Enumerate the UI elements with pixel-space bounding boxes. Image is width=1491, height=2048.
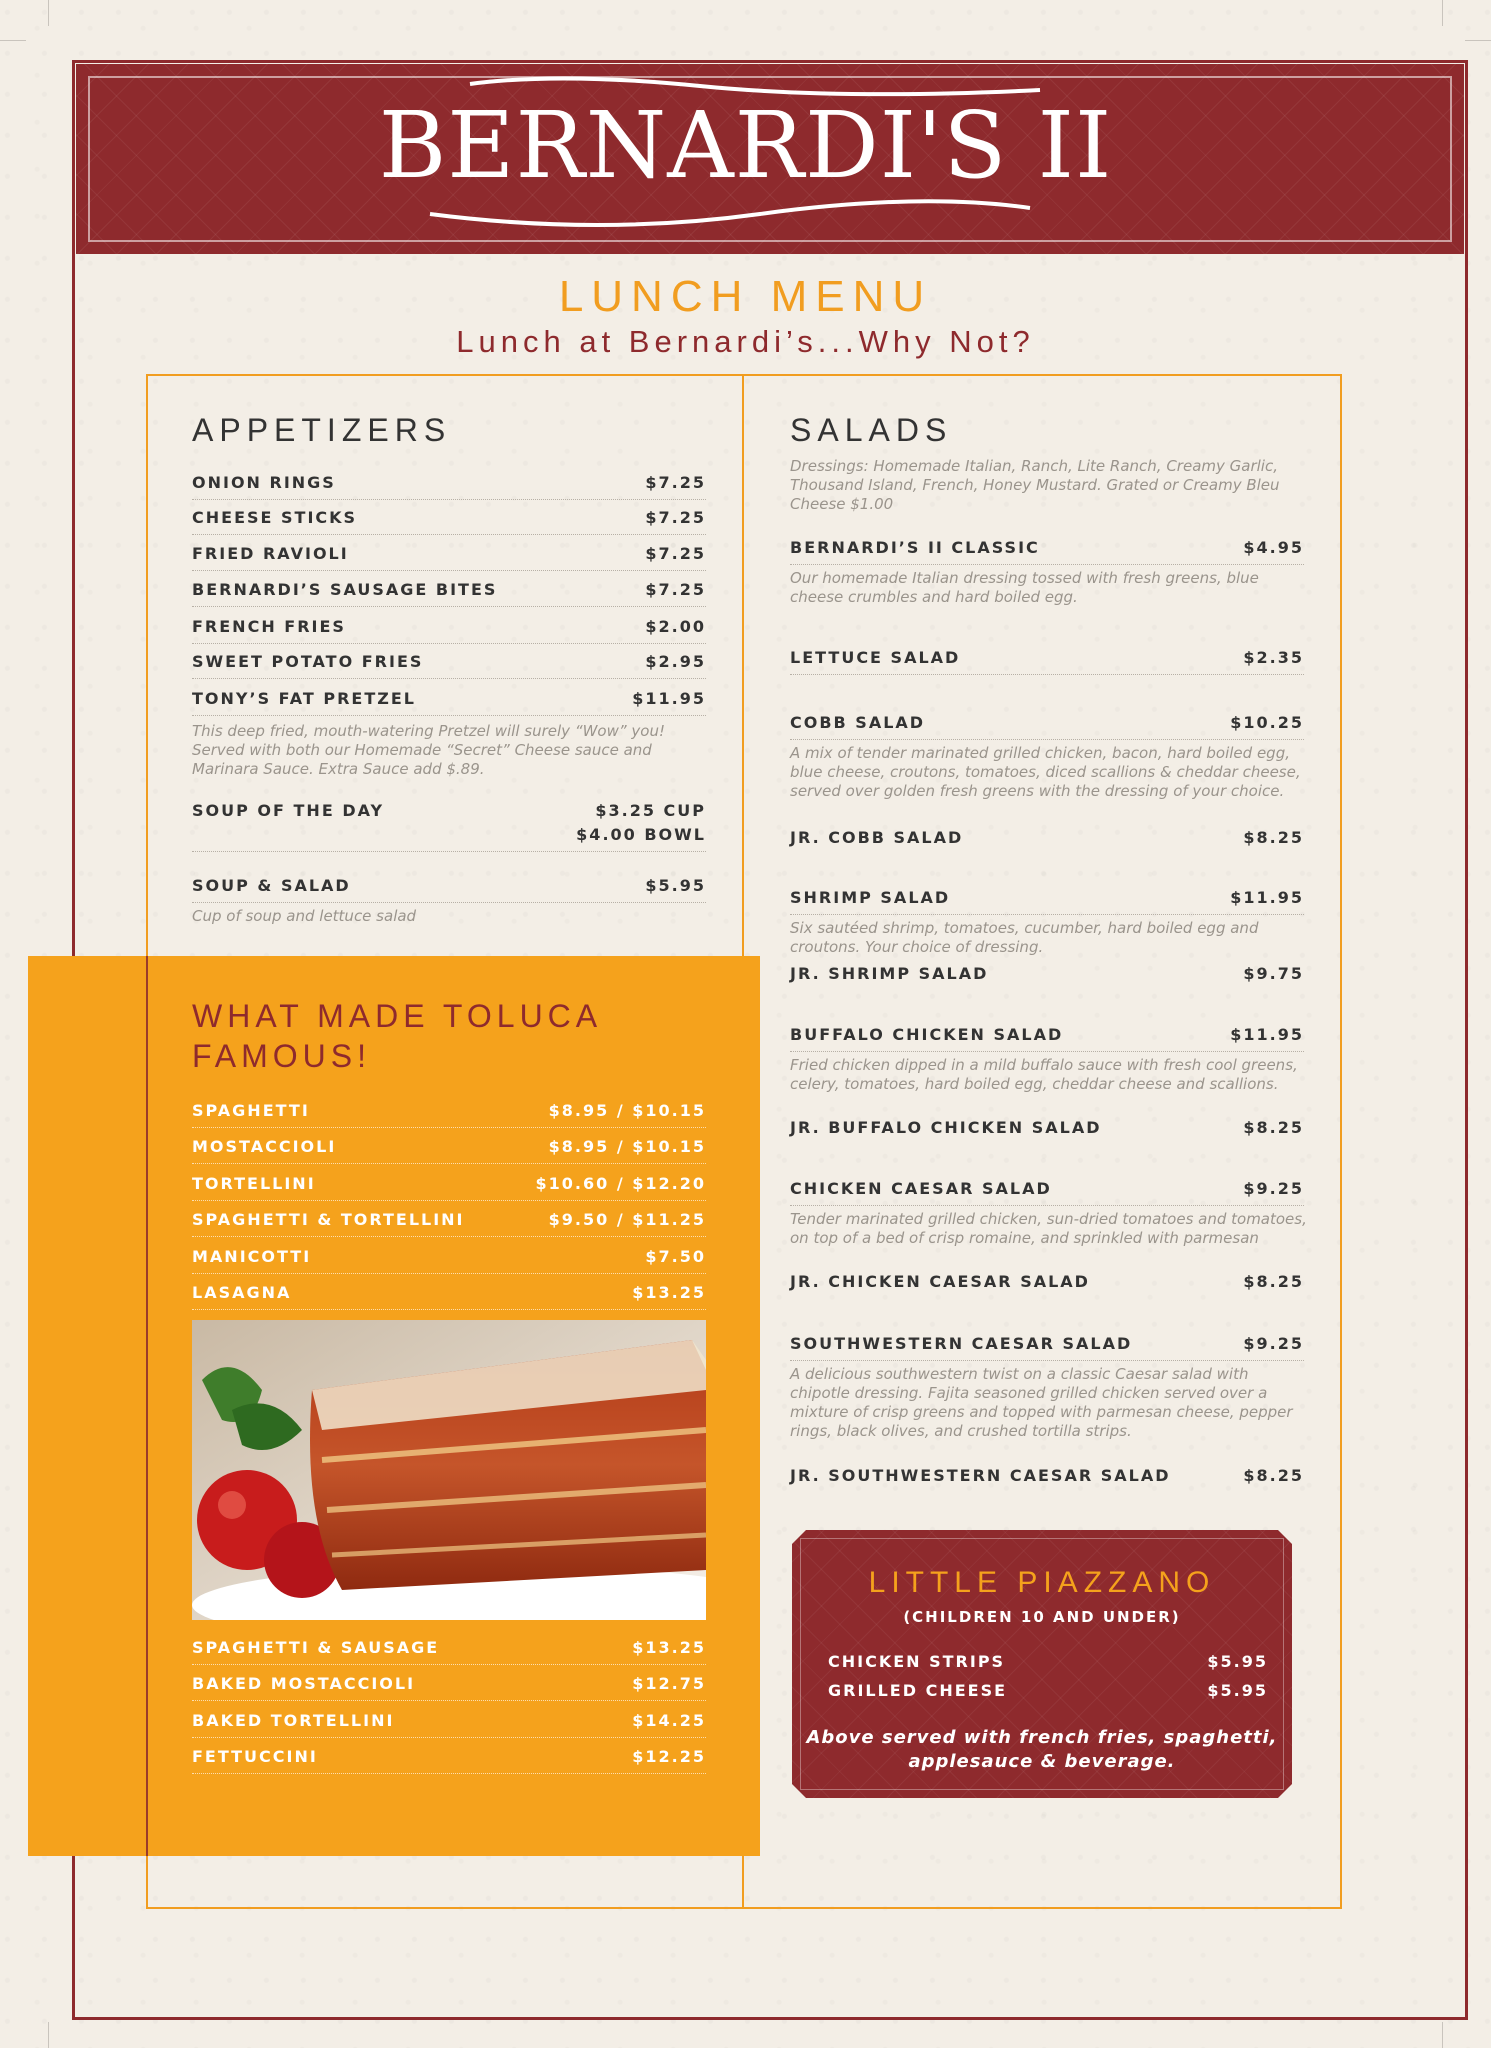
menu-subtitle: Lunch at Bernardi’s...Why Not? [456,324,1035,359]
salad-item [790,1333,1304,1361]
item-name: CHEESE STICKS [192,508,358,527]
salad-junior-item [790,1271,1304,1293]
item-name: FETTUCCINI [192,1747,318,1766]
item-name: JR. SHRIMP SALAD [790,964,989,983]
kids-menu-subtitle: (CHILDREN 10 AND UNDER) [903,1608,1181,1626]
pasta-item [192,1173,706,1201]
item-name: MANICOTTI [192,1247,312,1266]
lasagna-illustration [192,1320,706,1620]
item-name: SPAGHETTI & SAUSAGE [192,1638,440,1657]
item-name: SWEET POTATO FRIES [192,652,424,671]
item-price: $4.00 BOWL [576,825,706,844]
item-price: $8.25 [1243,1272,1304,1291]
item-price: $3.25 CUP [595,801,706,820]
crop-mark [1442,0,1443,26]
soup-bowl-price-row [192,824,706,852]
item-price: $13.25 [632,1283,706,1302]
salads-title: SALADS [790,412,953,448]
item-price: $9.50 / $11.25 [548,1210,706,1229]
pasta-item [192,1673,706,1701]
salad-item [790,647,1304,675]
item-name: CHICKEN CAESAR SALAD [790,1179,1052,1198]
lasagna-photo [192,1320,706,1620]
pasta-item [192,1209,706,1237]
item-price: $11.95 [1230,888,1304,907]
item-price: $8.25 [1243,828,1304,847]
item-price: $7.25 [645,580,706,599]
crop-mark [48,2022,49,2048]
item-price: $8.25 [1243,1466,1304,1485]
soup-and-salad [192,875,706,903]
salad-junior-item [790,1117,1304,1139]
soup-of-the-day [192,800,706,822]
appetizer-item [192,579,706,607]
salad-junior-item [790,1465,1304,1487]
item-name: LETTUCE SALAD [790,648,961,667]
item-name: JR. SOUTHWESTERN CAESAR SALAD [790,1466,1171,1485]
item-name: TONY’S FAT PRETZEL [192,689,416,708]
item-price: $10.25 [1230,713,1304,732]
pasta-item [192,1282,706,1310]
kids-menu-note: Above served with french fries, spaghetti, applesauce & beverage. [806,1727,1278,1772]
item-price: $9.75 [1243,964,1304,983]
pasta-item [192,1746,706,1774]
item-name: JR. CHICKEN CAESAR SALAD [790,1272,1090,1291]
item-price: $11.95 [632,689,706,708]
item-name: SPAGHETTI [192,1101,310,1120]
pasta-item [192,1100,706,1128]
item-name: SOUP OF THE DAY [192,801,385,820]
item-name: BERNARDI’S SAUSAGE BITES [192,580,498,599]
salad-item [790,537,1304,565]
item-price: $8.95 / $10.15 [548,1137,706,1156]
appetizer-item [192,688,706,716]
item-name: FRIED RAVIOLI [192,544,349,563]
item-price: $12.75 [632,1674,706,1693]
salad-junior-item [790,963,1304,985]
item-price: $12.25 [632,1747,706,1766]
item-price: $5.95 [1207,1681,1268,1700]
item-name: BAKED MOSTACCIOLI [192,1674,416,1693]
item-price: $13.25 [632,1638,706,1657]
salad-item [790,887,1304,915]
pasta-item [192,1136,706,1164]
item-price: $10.60 / $12.20 [535,1174,706,1193]
item-name: TORTELLINI [192,1174,316,1193]
item-name: BAKED TORTELLINI [192,1711,395,1730]
item-name: CHICKEN STRIPS [828,1652,1006,1671]
pasta-item [192,1637,706,1665]
kids-menu-item [828,1681,1268,1700]
item-price: $2.00 [645,617,706,636]
item-name: SPAGHETTI & TORTELLINI [192,1210,465,1229]
item-price: $9.25 [1243,1334,1304,1353]
item-price: $14.25 [632,1711,706,1730]
crop-mark [1442,2022,1443,2048]
toluca-panel-rule [146,956,148,1856]
pasta-item [192,1710,706,1738]
kids-menu-item [828,1652,1268,1671]
item-price: $7.25 [645,544,706,563]
salad-item [790,712,1304,740]
crop-mark [1465,40,1491,41]
item-name: COBB SALAD [790,713,926,732]
appetizer-item [192,651,706,679]
appetizer-item [192,543,706,571]
item-price: $11.95 [1230,1025,1304,1044]
item-name: GRILLED CHEESE [828,1681,1008,1700]
item-name: ONION RINGS [192,473,336,492]
salad-junior-item [790,827,1304,849]
item-price: $7.50 [645,1247,706,1266]
appetizers-title: APPETIZERS [192,412,452,448]
salad-description: A mix of tender marinated grilled chicken, bacon, hard boiled egg, blue cheese, croutons, tomatoes, diced scallions & cheddar cheese, served over golden fresh greens with the dressing of your choice. [790,744,1301,800]
item-price: $5.95 [1207,1652,1268,1671]
item-price: $5.95 [645,876,706,895]
salad-description: Six sautéed shrimp, tomatoes, cucumber, hard boiled egg and croutons. Your choice of dressing. [790,919,1259,956]
salad-description: Fried chicken dipped in a mild buffalo sauce with fresh cool greens, celery, tomatoes, hard boiled egg, cheddar cheese and scallions. [790,1056,1298,1093]
appetizer-item [192,507,706,535]
kids-menu-title: LITTLE PIAZZANO [868,1566,1216,1599]
item-name: JR. BUFFALO CHICKEN SALAD [790,1118,1102,1137]
pasta-item [192,1246,706,1274]
toluca-title: WHAT MADE TOLUCA FAMOUS! [192,998,601,1074]
item-price: $2.35 [1243,648,1304,667]
appetizer-item [192,472,706,500]
salad-description: Tender marinated grilled chicken, sun-dried tomatoes and tomatoes, on top of a bed of crisp romaine, and sprinkled with parmesan [790,1210,1307,1247]
item-name: SOUP & SALAD [192,876,351,895]
salad-item [790,1024,1304,1052]
item-price: $7.25 [645,508,706,527]
item-name: LASAGNA [192,1283,292,1302]
crop-mark [0,40,26,41]
item-name: JR. COBB SALAD [790,828,964,847]
item-price: $2.95 [645,652,706,671]
item-price: $7.25 [645,473,706,492]
dressings-note: Dressings: Homemade Italian, Ranch, Lite Ranch, Creamy Garlic, Thousand Island, French, Honey Mustard. Grated or Creamy Bleu Cheese $1.00 [790,457,1280,513]
item-name: SOUTHWESTERN CAESAR SALAD [790,1334,1133,1353]
salad-description: Our homemade Italian dressing tossed with fresh greens, blue cheese crumbles and hard boiled egg. [790,569,1259,606]
salad-item [790,1178,1304,1206]
item-name: BERNARDI’S II CLASSIC [790,538,1040,557]
item-price: $8.25 [1243,1118,1304,1137]
menu-title: LUNCH MENU [558,272,933,321]
item-name: MOSTACCIOLI [192,1137,337,1156]
crop-mark [48,0,49,26]
pretzel-description: This deep fried, mouth-watering Pretzel will surely “Wow” you! Served with both our Homemade “Secret” Cheese sauce and Marinara Sauce. Extra Sauce add $.89. [192,722,665,778]
item-name: SHRIMP SALAD [790,888,951,907]
item-name: FRENCH FRIES [192,617,346,636]
brand-name: BERNARDI'S II [378,92,1113,199]
appetizer-item [192,616,706,644]
item-price: $8.95 / $10.15 [548,1101,706,1120]
salad-description: A delicious southwestern twist on a classic Caesar salad with chipotle dressing. Fajita seasoned grilled chicken served over a mixture of crisp greens and topped with parmesan cheese, pepper rings, black olives, and crushed tortilla strips. [790,1365,1293,1440]
soup-and-salad-description: Cup of soup and lettuce salad [192,907,417,925]
item-price: $4.95 [1243,538,1304,557]
item-price: $9.25 [1243,1179,1304,1198]
item-name: BUFFALO CHICKEN SALAD [790,1025,1064,1044]
